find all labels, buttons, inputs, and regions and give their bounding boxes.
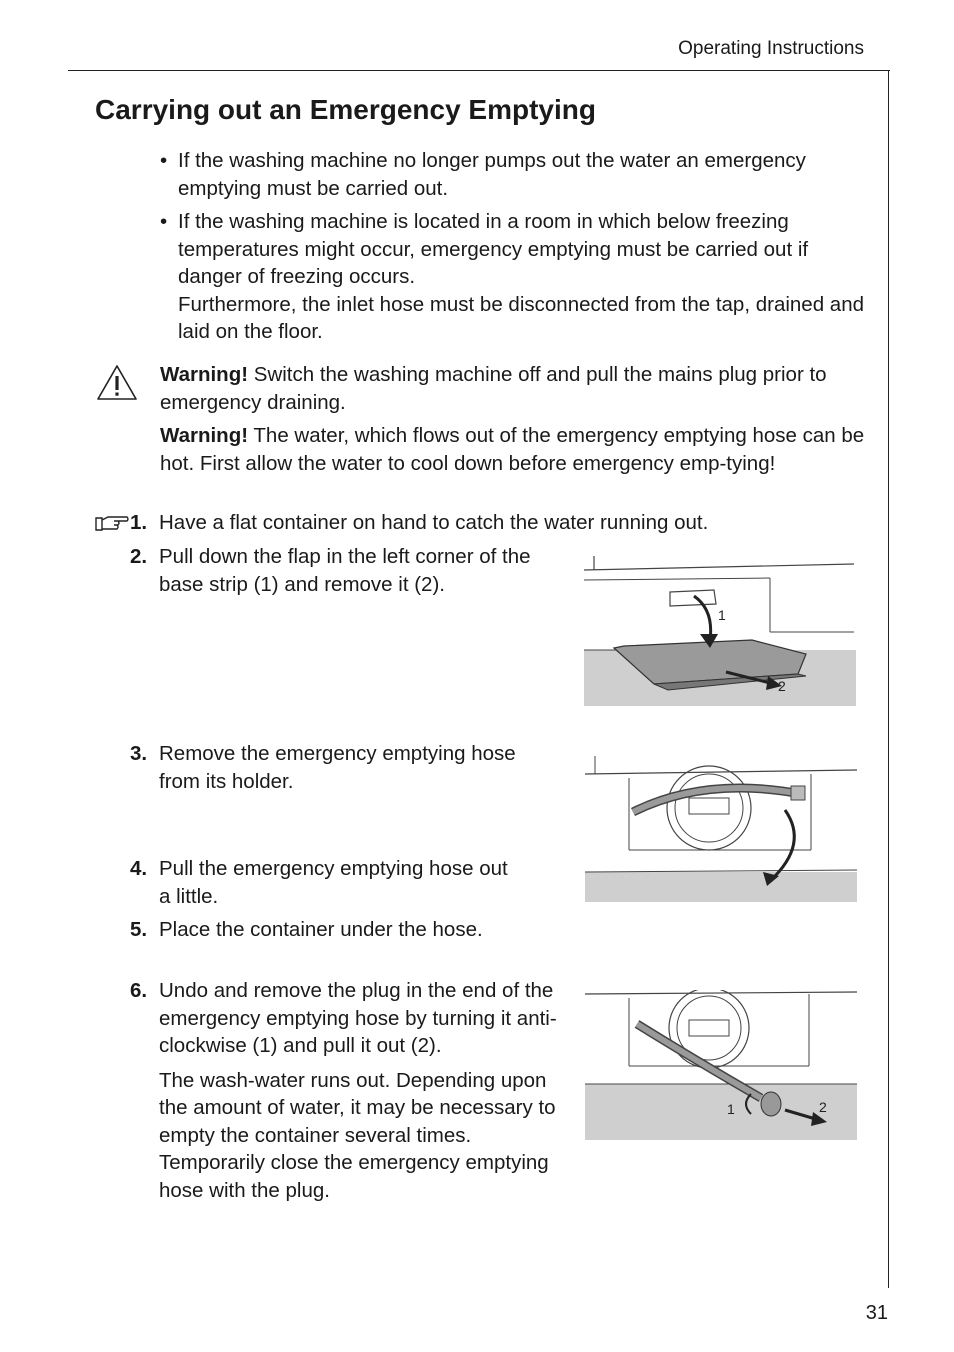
step-number: 5. (130, 918, 148, 941)
step-number: 2. (130, 545, 148, 568)
running-header: Operating Instructions (678, 38, 864, 59)
header-rule (68, 70, 890, 71)
warning-triangle-icon (96, 364, 138, 402)
figure-plug-removal (585, 990, 857, 1140)
margin-rule (888, 70, 889, 1288)
figure-hose-holder (585, 754, 857, 902)
warning-block (160, 422, 865, 477)
step-text: Pull down the flap in the left corner of the base strip (1) and remove it (2). (159, 545, 531, 596)
step-2 (130, 543, 550, 598)
page-number: 31 (865, 1302, 888, 1324)
figure-label: 2 (819, 1099, 827, 1115)
page-title: Carrying out an Emergency Emptying (95, 94, 596, 125)
step-text: Remove the emergency emptying hose from its holder. (159, 742, 516, 793)
figure-label: 2 (778, 678, 786, 694)
step-text: Place the container under the hose. (159, 918, 483, 941)
warning-text: The water, which flows out of the emergency emptying hose can be hot. First allow the water to cool down before emergency emp-tying! (160, 424, 865, 475)
step-6 (130, 977, 570, 1204)
step-5 (130, 916, 570, 944)
bullet-text: If the washing machine no longer pumps out the water an emergency emptying must be carried out. (178, 149, 806, 200)
pointing-hand-icon (94, 512, 130, 534)
step-text: Undo and remove the plug in the end of the emergency emptying hose by turning it anti-clockwise (1) and pull it out (2). (159, 979, 557, 1057)
bullet-item (160, 147, 865, 202)
step-number: 6. (130, 979, 148, 1002)
step-number: 3. (130, 742, 148, 765)
bullet-dot: • (160, 210, 168, 233)
bullet-dot: • (160, 149, 168, 172)
step-1 (130, 509, 865, 537)
step-number: 1. (130, 511, 148, 534)
warning-label: Warning! (160, 363, 249, 386)
bullet-extra-text: Furthermore, the inlet hose must be disconnected from the tap, drained and laid on the floor. (178, 292, 864, 343)
step-3 (130, 740, 550, 795)
bullet-item (160, 208, 865, 346)
step-extra-text: The wash-water runs out. Depending upon the amount of water, it may be necessary to empty the container several times. Temporarily close the emergency emptying hose with the plug. (159, 1068, 556, 1202)
step-text: Have a flat container on hand to catch the water running out. (159, 511, 709, 534)
warning-label: Warning! (160, 424, 249, 447)
step-4 (130, 855, 515, 910)
figure-label: 1 (718, 607, 726, 623)
warning-block (160, 361, 865, 416)
bullet-text: If the washing machine is located in a room in which below freezing temperatures might occur, emergency emptying must be carried out if danger of freezing occurs. (178, 210, 809, 288)
step-number: 4. (130, 857, 148, 880)
figure-flap-removal (584, 556, 856, 706)
step-text: Pull the emergency emptying hose out a little. (159, 857, 508, 908)
warning-text: Switch the washing machine off and pull the mains plug prior to emergency draining. (160, 363, 827, 414)
figure-label: 1 (727, 1101, 735, 1117)
